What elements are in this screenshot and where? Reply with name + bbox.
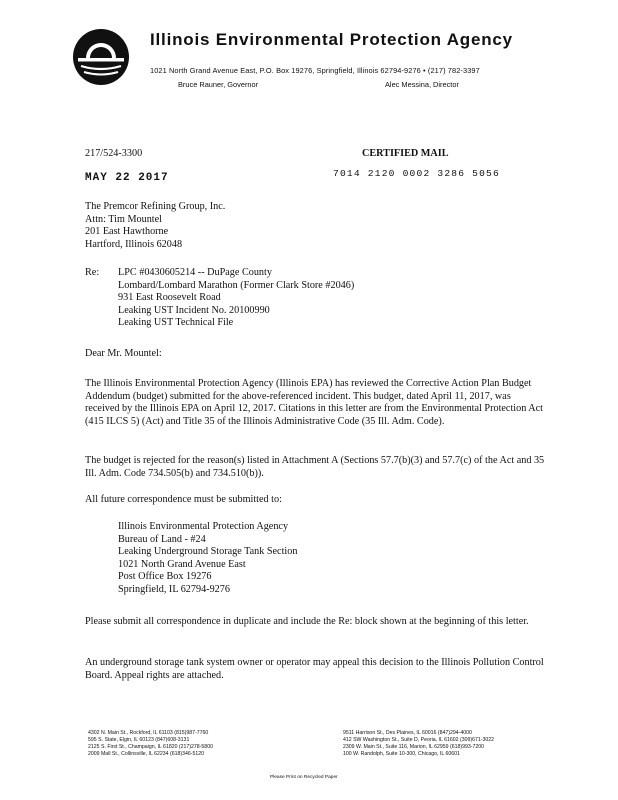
- mailing-address-line: Springfield, IL 62794-9276: [118, 583, 230, 595]
- re-line: Lombard/Lombard Marathon (Former Clark Store #2046): [118, 279, 355, 291]
- epa-seal-icon: [72, 28, 130, 86]
- phone-number: 217/524-3300: [85, 148, 143, 159]
- agency-address: 1021 North Grand Avenue East, P.O. Box 19276, Springfield, Illinois 62794-9276 • (217) 782-3397: [150, 66, 480, 75]
- addressee-block: [85, 201, 225, 251]
- paragraph-rejection: The budget is rejected for the reason(s) listed in Attachment A (Sections 57.7(b)(3) and 57.7(c) of the Act and 35 Ill. Adm. Code 734.505(b) and 734.510(b)).: [85, 455, 545, 479]
- re-line: Leaking UST Technical File: [118, 317, 234, 329]
- footer-offices-left: [88, 730, 213, 758]
- paragraph-review: The Illinois Environmental Protection Agency (Illinois EPA) has reviewed the Corrective Action Plan Budget Addendum (budget) submitted for the above-referenced incident. This budget, dated April 11, 2017, was received by the Illinois EPA on April 12, 2017. Citations in this letter are from the Environmental Protection Act (415 ILCS 5) (Act) and Title 35 of the Illinois Administrative Code (35 Ill. Adm. Code).: [85, 378, 543, 427]
- footer-office: 100 W. Randolph, Suite 10-300, Chicago, IL 60601: [343, 751, 460, 757]
- certified-mail-label: CERTIFIED MAIL: [362, 148, 449, 159]
- director-line: Alec Messina, Director: [385, 80, 459, 89]
- governor-line: Bruce Rauner, Governor: [178, 80, 259, 89]
- agency-logo: [72, 28, 130, 86]
- addressee-line: Hartford, Illinois 62048: [85, 238, 183, 250]
- paragraph-correspondence: All future correspondence must be submitted to:: [85, 494, 282, 505]
- mailing-address-line: Bureau of Land - #24: [118, 533, 206, 545]
- footer-office: 412 SW Washington St., Suite D, Peoria, IL 61602 (309)671-3022: [343, 737, 495, 743]
- date-stamp: MAY 22 2017: [85, 172, 169, 184]
- certified-number: 7014 2120 0002 3286 5056: [333, 168, 500, 179]
- addressee-line: 201 East Hawthorne: [85, 226, 169, 238]
- footer-office: 2309 W. Main St., Suite 116, Marion, IL 62959 (618)993-7200: [343, 744, 485, 750]
- mailing-address-block: [118, 521, 297, 597]
- mailing-address-line: 1021 North Grand Avenue East: [118, 558, 246, 570]
- recycled-paper-note: Please Print on Recycled Paper: [270, 775, 338, 780]
- re-block: [118, 267, 354, 330]
- footer-office: 4302 N. Main St., Rockford, IL 61103 (815)987-7760: [88, 730, 209, 736]
- footer-offices-right: [343, 730, 494, 758]
- paragraph-appeal: An underground storage tank system owner or operator may appeal this decision to the Illinois Pollution Control Board. Appeal rights are attached.: [85, 657, 544, 681]
- mailing-address-line: Leaking Underground Storage Tank Section: [118, 546, 298, 558]
- re-line: LPC #0430605214 -- DuPage County: [118, 267, 272, 278]
- re-line: Leaking UST Incident No. 20100990: [118, 304, 270, 316]
- footer-office: 9511 Harrison St., Des Plaines, IL 60016 (847)294-4000: [343, 730, 472, 736]
- footer-office: 2009 Mall St., Collinsville, IL 62234 (618)346-5120: [88, 751, 205, 757]
- mailing-address-line: Post Office Box 19276: [118, 571, 212, 583]
- footer-office: 595 S. State, Elgin, IL 60123 (847)608-3131: [88, 737, 190, 743]
- addressee-line: The Premcor Refining Group, Inc.: [85, 201, 226, 212]
- re-line: 931 East Roosevelt Road: [118, 292, 221, 304]
- paragraph-duplicate: Please submit all correspondence in duplicate and include the Re: block shown at the beginning of this letter.: [85, 616, 529, 627]
- addressee-line: Attn: Tim Mountel: [85, 213, 162, 225]
- agency-name: Illinois Environmental Protection Agency: [150, 30, 513, 49]
- re-label: Re:: [85, 267, 100, 278]
- mailing-address-line: Illinois Environmental Protection Agency: [118, 521, 289, 532]
- footer-office: 2125 S. First St., Champaign, IL 61820 (217)278-5800: [88, 744, 213, 750]
- salutation: Dear Mr. Mountel:: [85, 348, 162, 359]
